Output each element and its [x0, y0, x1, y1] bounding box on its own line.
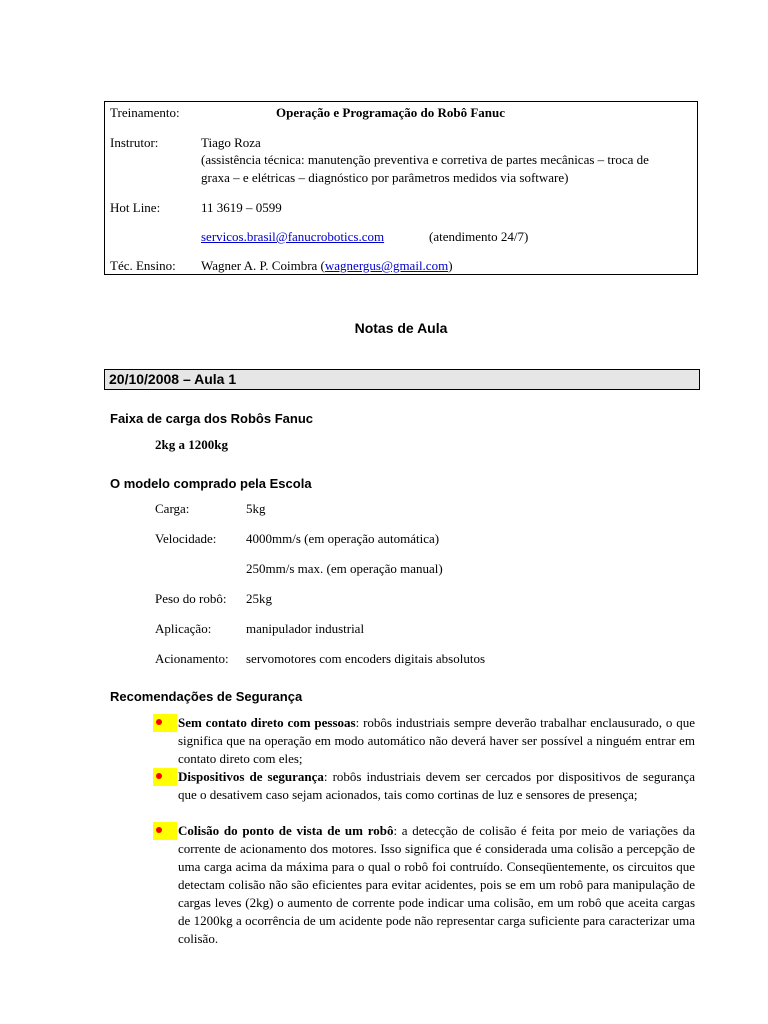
bullet-marker-icon — [153, 822, 177, 840]
safety-item-devices — [178, 768, 695, 804]
spec-label-load: Carga: — [155, 501, 190, 516]
spec-label-speed: Velocidade: — [155, 531, 217, 546]
training-label: Treinamento: — [110, 105, 180, 120]
instructor-label: Instrutor: — [110, 135, 159, 150]
spec-value-drive: servomotores com encoders digitais absolutos — [246, 651, 486, 666]
safety-item-no-contact — [178, 714, 695, 768]
lesson-header: 20/10/2008 – Aula 1 — [104, 369, 700, 390]
notes-title: Notas de Aula — [354, 320, 448, 336]
safety-item-text: : robôs industriais devem ser cercados por dispositivos de segurança que o desativem caso sejam acionados, tais como cortinas de luz e sensores de presença; — [178, 769, 696, 802]
spec-value-weight: 25kg — [246, 591, 272, 606]
spec-label-application: Aplicação: — [155, 621, 212, 636]
spec-value-application: manipulador industrial — [246, 621, 365, 636]
tech-label: Téc. Ensino: — [110, 258, 176, 273]
tech-name: Wagner A. P. Coimbra ( — [201, 258, 325, 273]
hotline-phone: 11 3619 – 0599 — [201, 200, 282, 215]
training-title: Operação e Programação do Robô Fanuc — [276, 105, 506, 120]
instructor-desc-line1: (assistência técnica: manutenção preventiva e corretiva de partes mecânicas – troca de — [201, 152, 649, 167]
payload-section-title: Faixa de carga dos Robôs Fanuc — [110, 411, 313, 426]
tech-close: ) — [448, 258, 453, 273]
tech-contact — [201, 258, 453, 274]
spec-label-drive: Acionamento: — [155, 651, 229, 666]
spec-value-load: 5kg — [246, 501, 266, 516]
safety-item-text: : a detecção de colisão é feita por meio de variações da corrente de acionamento dos motores. Isso significa que é considerada uma colisão a percepção de uma carga acima da máxima para o qual o robô foi contruído. Conseqüentemente, os circuitos que detectam colisão não são eficientes para evitar acidentes, pois se em um robô para manipulação de cargas leves (2kg) o aumento de corrente pode indicar uma colisão, em um robô que aceita cargas de 1200kg a ocorrência de um acidente pode não representar carga suficiente para caracterizar uma colisão. — [178, 823, 695, 946]
safety-item-term: Sem contato direto com pessoas — [178, 715, 356, 730]
tech-email-link[interactable]: wagnergus@gmail.com — [324, 258, 449, 273]
payload-range: 2kg a 1200kg — [155, 437, 228, 452]
model-section-title: O modelo comprado pela Escola — [110, 476, 312, 491]
hotline-note: (atendimento 24/7) — [429, 229, 529, 244]
hotline-email-link[interactable]: servicos.brasil@fanucrobotics.com — [201, 229, 385, 244]
header-info-box — [104, 101, 698, 275]
spec-label-weight: Peso do robô: — [155, 591, 227, 606]
safety-item-collision — [178, 822, 695, 948]
spec-value-speed-auto: 4000mm/s (em operação automática) — [246, 531, 440, 546]
safety-section-title: Recomendações de Segurança — [110, 689, 303, 704]
safety-item-text: : robôs industriais sempre deverão trabalhar enclausurado, o que significa que na operação em modo automático não deverá haver ser possível a ninguém entrar em contato direto com eles; — [178, 715, 696, 766]
hotline-label: Hot Line: — [110, 200, 161, 215]
safety-item-term: Dispositivos de segurança — [178, 769, 324, 784]
bullet-marker-icon — [153, 714, 177, 732]
bullet-marker-icon — [153, 768, 177, 786]
safety-item-term: Colisão do ponto de vista de um robô — [178, 823, 394, 838]
instructor-desc-line2: graxa – e elétricas – diagnóstico por parâmetros medidos via software) — [201, 170, 569, 185]
spec-value-speed-manual: 250mm/s max. (em operação manual) — [246, 561, 443, 576]
instructor-name: Tiago Roza — [201, 135, 261, 150]
